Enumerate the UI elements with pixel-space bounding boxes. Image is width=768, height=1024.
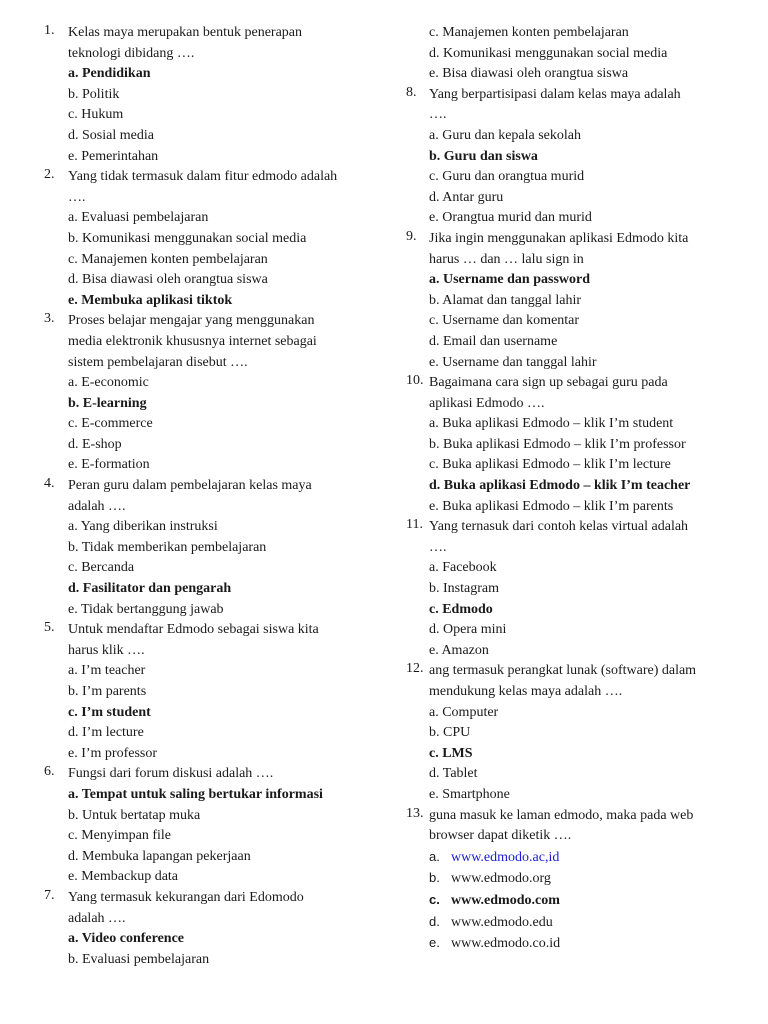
answer-options [406, 270, 746, 373]
answer-option-correct: c. Edmodo [429, 601, 493, 617]
answer-options [406, 414, 746, 517]
answer-option: a. Computer [429, 704, 499, 720]
question-number: 13. [406, 805, 424, 821]
question-text-line: browser dapat diketik …. [429, 828, 572, 844]
url-option-text: www.edmodo.org [451, 871, 551, 887]
question-stem [406, 85, 746, 126]
question-text [429, 806, 746, 847]
question-5 [44, 620, 374, 764]
question-text-line: …. [429, 539, 447, 555]
answer-options [406, 126, 746, 229]
answer-option: d. Komunikasi menggunakan social media [429, 45, 668, 61]
answer-option: e. Amazon [429, 642, 489, 658]
question-number: 8. [406, 84, 417, 100]
answer-option: e. Pemerintahan [68, 148, 159, 164]
answer-option: a. Facebook [429, 560, 497, 576]
url-option-text: www.edmodo.com [451, 892, 560, 908]
question-stem [44, 167, 374, 208]
question-stem [44, 311, 374, 373]
answer-option: b. Tidak memberikan pembelajaran [68, 539, 267, 555]
answer-options [406, 558, 746, 661]
url-option-letter: b. [429, 870, 440, 886]
left-column [44, 23, 374, 970]
question-text-line: Bagaimana cara sign up sebagai guru pada [429, 375, 668, 391]
answer-option-correct: a. Tempat untuk saling bertukar informasi [68, 786, 323, 802]
url-option-text: www.edmodo.edu [451, 914, 553, 930]
question-text [429, 85, 746, 126]
question-stem [406, 229, 746, 270]
answer-option: a. Evaluasi pembelajaran [68, 210, 209, 226]
question-text-line: guna masuk ke laman edmodo, maka pada web [429, 807, 694, 823]
question-number: 5. [44, 620, 55, 636]
answer-option: c. Manajemen konten pembelajaran [429, 25, 629, 40]
question-number: 10. [406, 373, 424, 389]
answer-option: c. Menyimpan file [68, 828, 172, 844]
question-number: 3. [44, 311, 55, 327]
question-text-line: harus … dan … lalu sign in [429, 251, 584, 267]
answer-option-correct: a. Username dan password [429, 272, 591, 288]
question-7-continued-options [406, 23, 746, 85]
answer-option: b. Buka aplikasi Edmodo – klik I’m professor [429, 436, 686, 452]
question-text [68, 764, 374, 785]
question-text [68, 23, 374, 64]
answer-option: b. Politik [68, 86, 120, 102]
question-text [429, 517, 746, 558]
question-text-line: Fungsi dari forum diskusi adalah …. [68, 766, 274, 782]
answer-option: d. Email dan username [429, 333, 558, 349]
question-text-line: …. [68, 189, 86, 205]
answer-options [406, 847, 746, 955]
question-2 [44, 167, 374, 311]
answer-option: c. Bercanda [68, 560, 135, 576]
question-stem [406, 661, 746, 702]
answer-option-correct: d. Fasilitator dan pengarah [68, 581, 232, 597]
question-4 [44, 476, 374, 620]
answer-option: b. Evaluasi pembelajaran [68, 951, 210, 967]
question-text [68, 620, 374, 661]
url-option-correct [429, 890, 746, 912]
question-text-line: Yang ternasuk dari contoh kelas virtual adalah [429, 519, 689, 535]
question-12 [406, 661, 746, 805]
answer-options [44, 373, 374, 476]
question-10 [406, 373, 746, 517]
question-stem [406, 517, 746, 558]
answer-option: d. Opera mini [429, 622, 507, 638]
answer-option-correct: b. Guru dan siswa [429, 148, 538, 164]
question-text-line: teknologi dibidang …. [68, 45, 195, 61]
answer-option: d. Bisa diawasi oleh orangtua siswa [68, 272, 268, 288]
question-6 [44, 764, 374, 888]
answer-option: e. I’m professor [68, 745, 158, 761]
answer-option: c. Username dan komentar [429, 313, 580, 329]
question-number: 9. [406, 228, 417, 244]
question-text-line: Peran guru dalam pembelajaran kelas maya [68, 478, 312, 494]
question-stem [406, 373, 746, 414]
question-text [68, 888, 374, 929]
answer-option: e. Bisa diawasi oleh orangtua siswa [429, 66, 629, 82]
url-option-text: www.edmodo.co.id [451, 936, 561, 952]
answer-option: e. E-formation [68, 457, 150, 473]
question-text-line: sistem pembelajaran disebut …. [68, 354, 248, 370]
answer-option: e. Buka aplikasi Edmodo – klik I’m parents [429, 498, 674, 514]
url-option [429, 868, 746, 890]
url-option [429, 847, 746, 869]
answer-option: d. Sosial media [68, 127, 154, 143]
answer-options [44, 929, 374, 970]
question-text-line: Untuk mendaftar Edmodo sebagai siswa kita [68, 622, 319, 638]
answer-option: e. Username dan tanggal lahir [429, 354, 597, 370]
question-1 [44, 23, 374, 167]
question-text-line: Yang berpartisipasi dalam kelas maya adalah [429, 86, 681, 102]
answer-options [44, 64, 374, 167]
question-stem [44, 888, 374, 929]
question-number: 2. [44, 167, 55, 183]
question-stem [44, 23, 374, 64]
answer-options [406, 703, 746, 806]
question-13 [406, 806, 746, 955]
question-7 [44, 888, 374, 970]
url-option-letter: c. [429, 891, 440, 907]
question-text [429, 229, 746, 270]
url-option [429, 912, 746, 934]
answer-option: e. Tidak bertanggung jawab [68, 601, 224, 617]
answer-option: c. Hukum [68, 107, 124, 123]
question-text-line: media elektronik khususnya internet sebagai [68, 333, 317, 349]
question-text-line: adalah …. [68, 498, 126, 514]
url-option-letter: e. [429, 935, 440, 951]
answer-option-correct: e. Membuka aplikasi tiktok [68, 292, 233, 308]
question-number: 6. [44, 764, 55, 780]
answer-option: c. Buka aplikasi Edmodo – klik I’m lecture [429, 457, 671, 473]
question-text [429, 373, 746, 414]
question-stem [44, 620, 374, 661]
question-text-line: harus klik …. [68, 642, 145, 658]
url-option-text: www.edmodo.ac,id [451, 849, 560, 865]
url-option [429, 933, 746, 955]
answer-option: a. Buka aplikasi Edmodo – klik I’m student [429, 416, 674, 432]
question-text-line: adalah …. [68, 910, 126, 926]
answer-option-correct: b. E-learning [68, 395, 147, 411]
url-option-letter: d. [429, 913, 440, 929]
question-3 [44, 311, 374, 476]
answer-option: a. Yang diberikan instruksi [68, 519, 218, 535]
question-text-line: ang termasuk perangkat lunak (software) dalam [429, 663, 697, 679]
answer-option-correct: d. Buka aplikasi Edmodo – klik I’m teacher [429, 478, 691, 494]
answer-option: e. Smartphone [429, 786, 510, 802]
answer-option: d. Antar guru [429, 189, 504, 205]
right-column [406, 23, 746, 955]
answer-option: e. Membackup data [68, 869, 179, 885]
url-option-letter: a. [429, 848, 440, 864]
answer-option: e. Orangtua murid dan murid [429, 210, 592, 226]
answer-options [44, 517, 374, 620]
answer-option: d. Membuka lapangan pekerjaan [68, 848, 251, 864]
question-text-line: Yang tidak termasuk dalam fitur edmodo adalah [68, 169, 338, 185]
answer-option-correct: c. I’m student [68, 704, 151, 720]
question-text [68, 311, 374, 373]
question-number: 1. [44, 23, 55, 38]
question-text [429, 661, 746, 702]
answer-option: a. I’m teacher [68, 663, 146, 679]
question-number: 4. [44, 476, 55, 492]
question-stem [44, 476, 374, 517]
question-text [68, 476, 374, 517]
question-9 [406, 229, 746, 373]
answer-option-correct: a. Pendidikan [68, 66, 151, 82]
question-text [68, 167, 374, 208]
answer-option: c. Guru dan orangtua murid [429, 169, 585, 185]
answer-option: a. Guru dan kepala sekolah [429, 127, 581, 143]
answer-option: b. Alamat dan tanggal lahir [429, 292, 582, 308]
answer-option: b. Instagram [429, 581, 499, 597]
answer-option-correct: c. LMS [429, 745, 473, 761]
answer-option: b. Untuk bertatap muka [68, 807, 201, 823]
question-text-line: Kelas maya merupakan bentuk penerapan [68, 25, 303, 40]
answer-option: c. Manajemen konten pembelajaran [68, 251, 268, 267]
answer-options [44, 208, 374, 311]
question-stem [406, 806, 746, 847]
answer-options [44, 785, 374, 888]
answer-option: d. E-shop [68, 436, 122, 452]
question-number: 12. [406, 661, 424, 677]
answer-option: b. Komunikasi menggunakan social media [68, 230, 307, 246]
answer-option: a. E-economic [68, 375, 149, 391]
question-text-line: Proses belajar mengajar yang menggunakan [68, 313, 315, 329]
answer-option: d. I’m lecture [68, 725, 144, 741]
question-text-line: …. [429, 107, 447, 123]
answer-option: b. I’m parents [68, 684, 147, 699]
question-text-line: Jika ingin menggunakan aplikasi Edmodo kita [429, 230, 689, 246]
answer-option: c. E-commerce [68, 416, 153, 432]
question-text-line: aplikasi Edmodo …. [429, 395, 545, 411]
question-number: 7. [44, 887, 55, 903]
answer-option-correct: a. Video conference [68, 931, 184, 947]
question-text-line: Yang termasuk kekurangan dari Edomodo [68, 889, 304, 905]
answer-option: d. Tablet [429, 766, 478, 782]
question-number: 11. [406, 517, 423, 533]
question-text-line: mendukung kelas maya adalah …. [429, 684, 623, 699]
question-8 [406, 85, 746, 229]
question-stem [44, 764, 374, 785]
answer-options [44, 661, 374, 764]
question-11 [406, 517, 746, 661]
answer-option: b. CPU [429, 725, 471, 741]
